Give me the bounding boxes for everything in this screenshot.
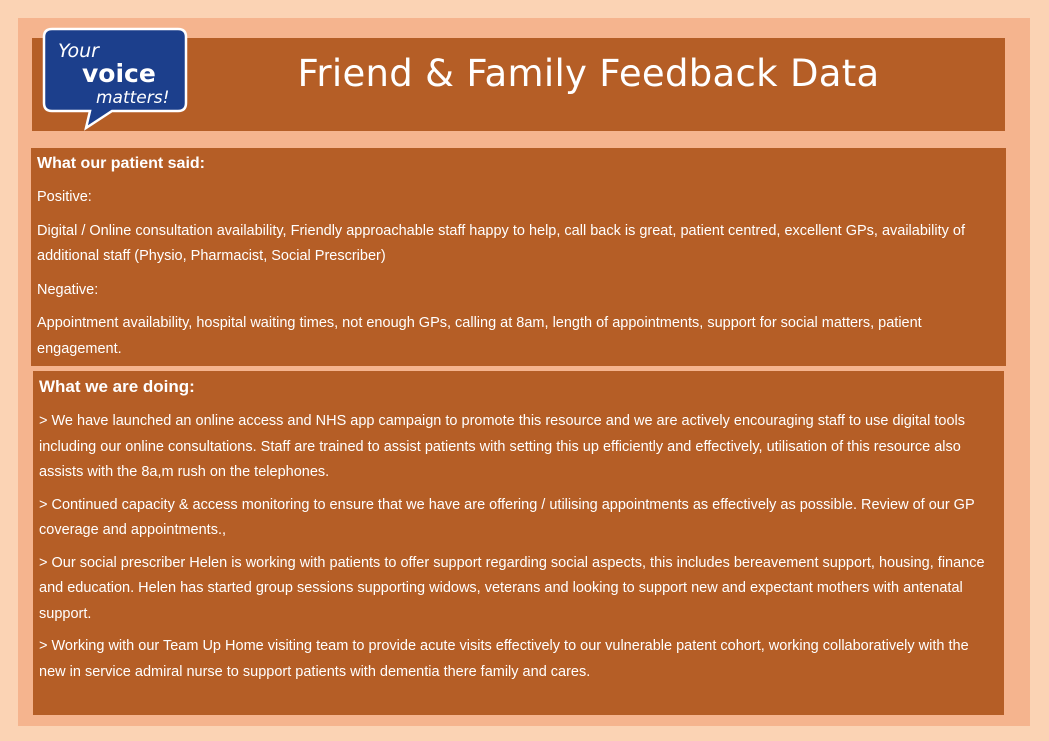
action-item: > Our social prescriber Helen is working with patients to offer support regarding social aspects, this includes bereavement support, housing, finance and education. Helen has started group sessions supporting widows, veterans and looking to support new and expectant mothers with antenatal support. bbox=[39, 554, 985, 622]
positive-text: Digital / Online consultation availability, Friendly approachable staff happy to help, call back is great, patient centred, excellent GPs, availability of additional staff (Physio, Pharmacist, Social Prescriber) bbox=[37, 222, 965, 264]
svg-text:Your: Your bbox=[58, 40, 99, 62]
svg-text:matters!: matters! bbox=[96, 88, 170, 108]
negative-label: Negative: bbox=[37, 281, 99, 298]
actions-heading: What we are doing: bbox=[39, 377, 195, 396]
positive-label: Positive: bbox=[37, 189, 92, 205]
action-item: > Working with our Team Up Home visiting team to provide acute visits effectively to our vulnerable patent cohort, working collaboratively with the new in service admiral nurse to support patients with dementia there family and cares. bbox=[39, 638, 969, 680]
negative-text: Appointment availability, hospital waiting times, not enough GPs, calling at 8am, length of appointments, support for social matters, patient engagement. bbox=[37, 315, 922, 357]
svg-text:voice: voice bbox=[82, 59, 156, 88]
action-item: > We have launched an online access and NHS app campaign to promote this resource and we are actively encouraging staff to use digital tools including our online consultations. Staff are trained to assist patients with setting this up efficiently and effectively, utilisation of this resource also assists with the 8a,m rush on the telephones. bbox=[39, 413, 966, 480]
your-voice-matters-logo bbox=[42, 27, 188, 131]
actions-panel bbox=[33, 371, 1004, 715]
action-item: > Continued capacity & access monitoring to ensure that we have are offering / utilising appointments as effectively as possible. Review of our GP coverage and appointments., bbox=[39, 496, 975, 538]
patient-feedback-panel bbox=[31, 148, 1006, 366]
patient-feedback-heading: What our patient said: bbox=[37, 155, 205, 172]
page-title: Friend & Family Feedback Data bbox=[297, 52, 880, 95]
